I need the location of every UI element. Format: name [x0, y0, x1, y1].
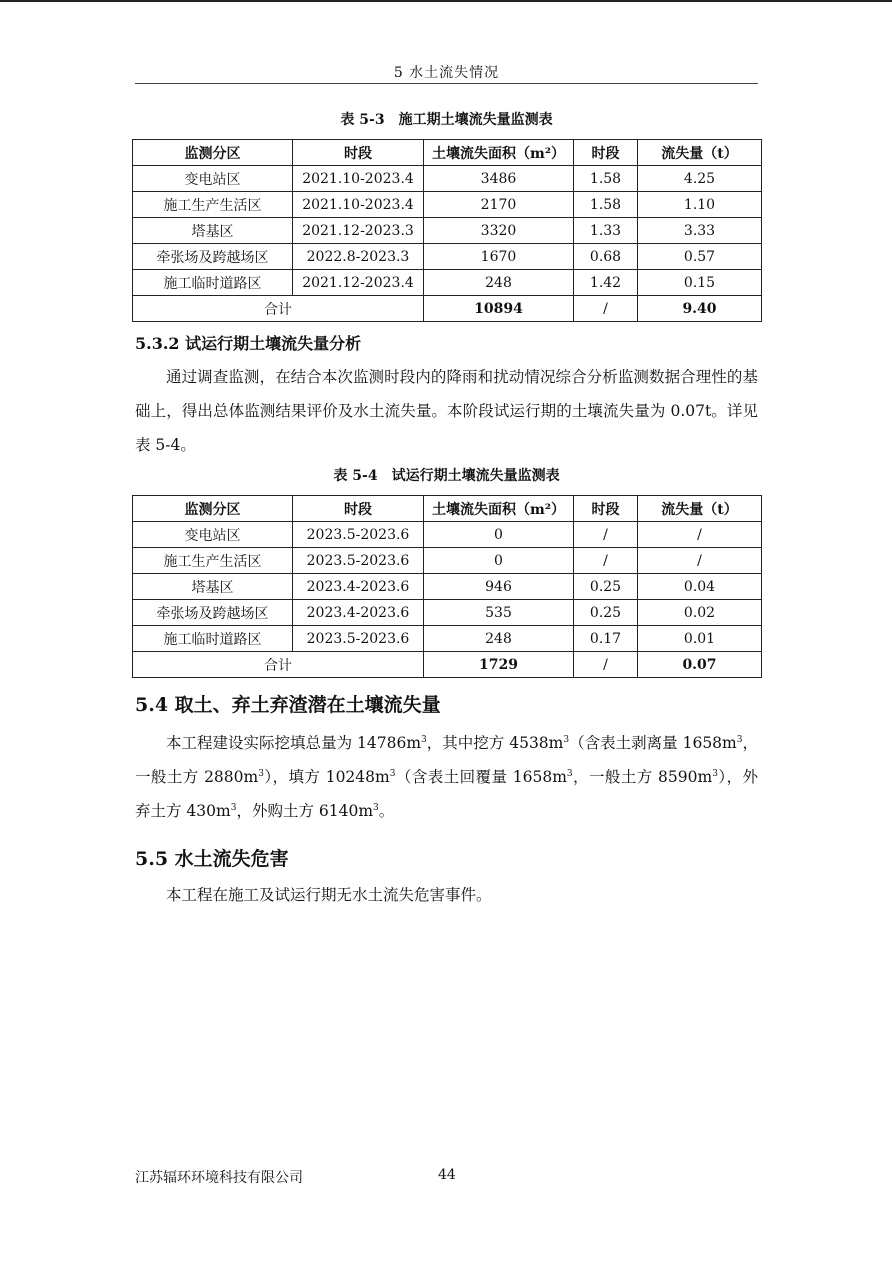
cell-loss: 0.02 — [638, 600, 762, 626]
table-row — [133, 522, 762, 548]
column-header: 流失量（t） — [638, 140, 762, 166]
total-area: 10894 — [424, 296, 574, 322]
section-5-4-paragraph: 本工程建设实际挖填总量为 $14786m^3$，其中挖方 $4538m^3$（含表土剥离量 $1658m^3$，一般土方 $2880m^3$），填方 $10248m^3$（含表土回覆量 $1658m^3$，一般土方 $8590m^3$），外弃土方 $430m^3$，外购土方 $6140m^3$。 — [135, 734, 758, 820]
cell-area: 3320 — [424, 218, 574, 244]
running-header: 5 水土流失情况 — [393, 65, 500, 81]
cell-zone: 牵张场及跨越场区 — [133, 600, 293, 626]
cell-loss: / — [638, 548, 762, 574]
header-rule — [135, 83, 758, 84]
caption-number: 表 5-3 — [340, 112, 385, 128]
table-row — [133, 626, 762, 652]
cell-period: 2021.10-2023.4 — [293, 192, 424, 218]
cell-loss: 0.04 — [638, 574, 762, 600]
cell-zone: 施工临时道路区 — [133, 270, 293, 296]
cell-loss: 0.57 — [638, 244, 762, 270]
cell-area: 248 — [424, 626, 574, 652]
column-header: 时段 — [574, 140, 638, 166]
total-loss: 0.07 — [638, 652, 762, 678]
cell-zone: 施工生产生活区 — [133, 192, 293, 218]
cell-period: 2023.4-2023.6 — [293, 600, 424, 626]
total-period: / — [574, 296, 638, 322]
column-header: 土壤流失面积（m²） — [424, 496, 574, 522]
cell-loss: 3.33 — [638, 218, 762, 244]
table-5-3-caption — [132, 109, 761, 129]
section-5-5-paragraph: 本工程在施工及试运行期无水土流失危害事件。 — [166, 886, 492, 904]
cell-duration: 1.33 — [574, 218, 638, 244]
cell-zone: 变电站区 — [133, 522, 293, 548]
cell-duration: 0.68 — [574, 244, 638, 270]
cell-duration: 0.25 — [574, 574, 638, 600]
table-header-row — [133, 140, 762, 166]
cell-area: 3486 — [424, 166, 574, 192]
cell-loss: 0.01 — [638, 626, 762, 652]
cell-zone: 施工生产生活区 — [133, 548, 293, 574]
cell-period: 2023.5-2023.6 — [293, 522, 424, 548]
caption-number: 表 5-4 — [333, 468, 378, 484]
cell-area: 1670 — [424, 244, 574, 270]
table-row — [133, 574, 762, 600]
table-row — [133, 192, 762, 218]
cell-loss: 4.25 — [638, 166, 762, 192]
cell-period: 2021.10-2023.4 — [293, 166, 424, 192]
cell-period: 2021.12-2023.4 — [293, 270, 424, 296]
column-header: 土壤流失面积（m²） — [424, 140, 574, 166]
cell-duration: / — [574, 522, 638, 548]
table-row — [133, 166, 762, 192]
cell-duration: 1.58 — [574, 166, 638, 192]
column-header: 流失量（t） — [638, 496, 762, 522]
cell-loss: / — [638, 522, 762, 548]
total-label: 合计 — [133, 296, 424, 322]
cell-period: 2023.5-2023.6 — [293, 548, 424, 574]
table-header-row — [133, 496, 762, 522]
section-5-3-2-paragraph: 通过调查监测，在结合本次监测时段内的降雨和扰动情况综合分析监测数据合理性的基础上，得出总体监测结果评价及水土流失量。本阶段试运行期的土壤流失量为 0.07t。详见表 5-4。 — [135, 368, 758, 454]
caption-title: 施工期土壤流失量监测表 — [398, 112, 553, 128]
caption-title: 试运行期土壤流失量监测表 — [391, 468, 560, 484]
cell-loss: 0.15 — [638, 270, 762, 296]
cell-duration: 0.25 — [574, 600, 638, 626]
table-total-row — [133, 296, 762, 322]
cell-period: 2021.12-2023.3 — [293, 218, 424, 244]
total-label: 合计 — [133, 652, 424, 678]
cell-zone: 牵张场及跨越场区 — [133, 244, 293, 270]
table-5-3 — [132, 139, 762, 322]
cell-zone: 塔基区 — [133, 574, 293, 600]
cell-duration: / — [574, 548, 638, 574]
cell-zone: 变电站区 — [133, 166, 293, 192]
total-area: 1729 — [424, 652, 574, 678]
table-row — [133, 548, 762, 574]
cell-area: 248 — [424, 270, 574, 296]
table-total-row — [133, 652, 762, 678]
cell-loss: 1.10 — [638, 192, 762, 218]
section-5-4-heading: 5.4 取土、弃土弃渣潜在土壤流失量 — [135, 694, 441, 716]
column-header: 时段 — [574, 496, 638, 522]
table-5-4 — [132, 495, 762, 678]
table-row — [133, 218, 762, 244]
cell-area: 2170 — [424, 192, 574, 218]
cell-period: 2023.5-2023.6 — [293, 626, 424, 652]
column-header: 监测分区 — [133, 496, 293, 522]
column-header: 监测分区 — [133, 140, 293, 166]
table-row — [133, 600, 762, 626]
cell-area: 535 — [424, 600, 574, 626]
column-header: 时段 — [293, 496, 424, 522]
cell-zone: 塔基区 — [133, 218, 293, 244]
cell-area: 946 — [424, 574, 574, 600]
cell-zone: 施工临时道路区 — [133, 626, 293, 652]
table-row — [133, 270, 762, 296]
section-5-5-heading: 5.5 水土流失危害 — [135, 848, 289, 870]
top-border-line — [0, 0, 892, 2]
cell-period: 2023.4-2023.6 — [293, 574, 424, 600]
cell-period: 2022.8-2023.3 — [293, 244, 424, 270]
section-5-3-2-heading: 5.3.2 试运行期土壤流失量分析 — [135, 334, 362, 353]
total-period: / — [574, 652, 638, 678]
cell-duration: 1.58 — [574, 192, 638, 218]
page-number: 44 — [438, 1167, 456, 1183]
column-header: 时段 — [293, 140, 424, 166]
cell-duration: 0.17 — [574, 626, 638, 652]
cell-duration: 1.42 — [574, 270, 638, 296]
table-5-4-caption — [132, 465, 761, 485]
table-row — [133, 244, 762, 270]
footer-company: 江苏辐环环境科技有限公司 — [135, 1170, 303, 1186]
cell-area: 0 — [424, 522, 574, 548]
total-loss: 9.40 — [638, 296, 762, 322]
cell-area: 0 — [424, 548, 574, 574]
